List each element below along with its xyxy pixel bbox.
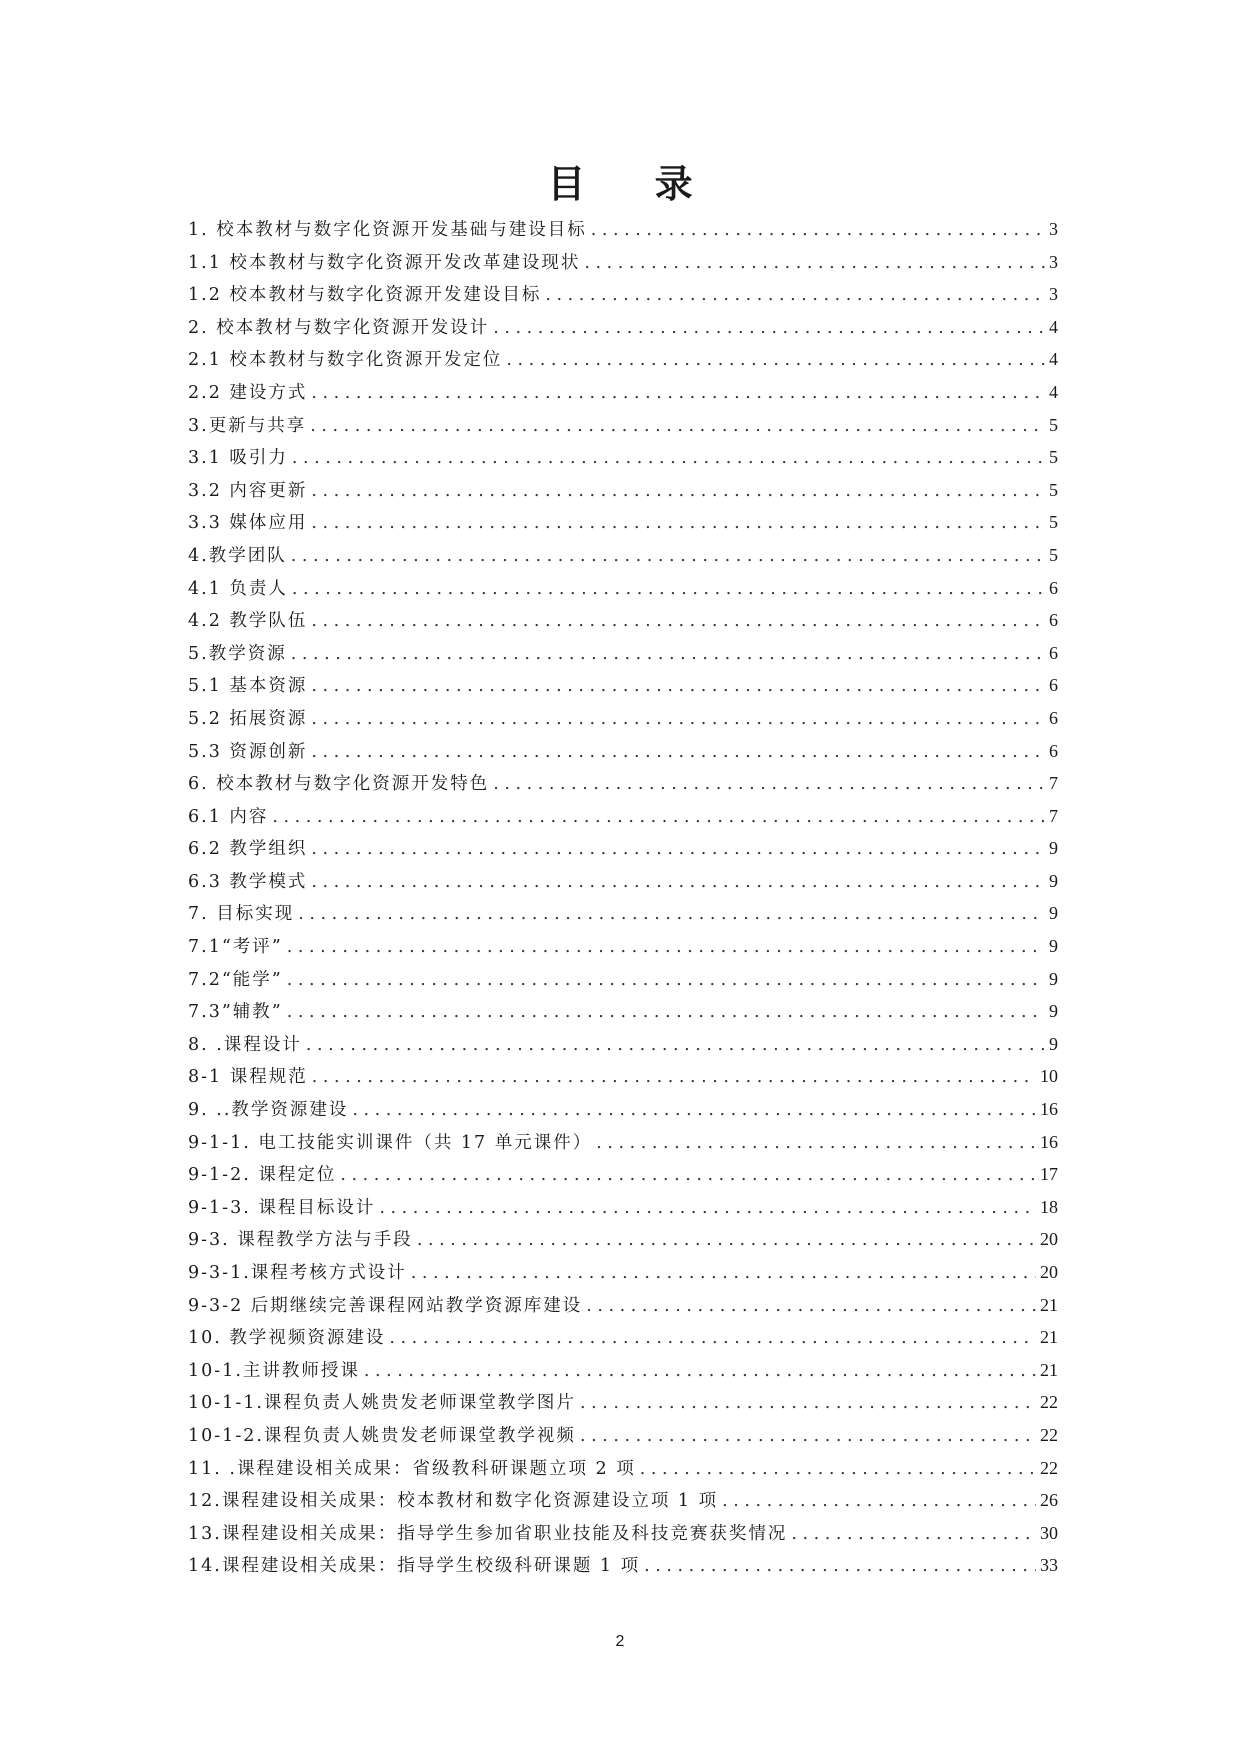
toc-dot-leader: [352, 1100, 1036, 1120]
toc-entry[interactable]: [188, 1129, 1058, 1162]
toc-entry-label: 9-3-2 后期继续完善课程网站教学资源库建设: [188, 1295, 583, 1316]
toc-entry-page-number: 9: [1049, 1001, 1058, 1022]
toc-dot-leader: [340, 1165, 1036, 1185]
toc-entry[interactable]: [188, 1063, 1058, 1096]
toc-dot-leader: [311, 481, 1045, 501]
toc-entry-label: 13.课程建设相关成果：指导学生参加省职业技能及科技竞赛获奖情况: [188, 1523, 788, 1544]
toc-entry-label: 11. .课程建设相关成果：省级教科研课题立项 2 项: [188, 1458, 636, 1479]
toc-entry[interactable]: [188, 346, 1058, 379]
toc-entry-page-number: 7: [1049, 773, 1058, 794]
toc-dot-leader: [292, 448, 1045, 468]
toc-entry-label: 3.更新与共享: [188, 415, 307, 436]
toc-entry[interactable]: [188, 1259, 1058, 1292]
toc-dot-leader: [291, 644, 1045, 664]
toc-entry-label: 10-1-1.课程负责人姚贵发老师课堂教学图片: [188, 1393, 576, 1414]
toc-entry-label: 5.3 资源创新: [188, 741, 308, 762]
toc-dot-leader: [311, 742, 1045, 762]
toc-entry-label: 1.2 校本教材与数字化资源开发建设目标: [188, 285, 542, 306]
toc-entry-label: 5.1 基本资源: [188, 676, 308, 697]
toc-entry-page-number: 21: [1040, 1294, 1058, 1315]
toc-entry-page-number: 18: [1040, 1196, 1058, 1217]
toc-entry-page-number: 5: [1049, 512, 1058, 533]
toc-dot-leader: [311, 676, 1045, 696]
toc-entry[interactable]: [188, 1552, 1058, 1585]
toc-dot-leader: [287, 970, 1045, 990]
toc-entry-label: 2. 校本教材与数字化资源开发设计: [188, 317, 490, 338]
toc-entry-label: 7.3”辅教”: [188, 1002, 283, 1023]
toc-entry-page-number: 9: [1049, 870, 1058, 891]
toc-entry-label: 6.2 教学组织: [188, 839, 308, 860]
toc-entry[interactable]: [188, 216, 1058, 249]
toc-entry[interactable]: [188, 1357, 1058, 1390]
toc-entry-page-number: 22: [1040, 1392, 1058, 1413]
toc-entry-page-number: 6: [1049, 610, 1058, 631]
toc-entry[interactable]: [188, 314, 1058, 347]
toc-entry-label: 3.3 媒体应用: [188, 513, 308, 534]
page-number: 2: [615, 1633, 625, 1650]
toc-entry-label: 1.1 校本教材与数字化资源开发改革建设现状: [188, 252, 581, 273]
toc-entry[interactable]: [188, 868, 1058, 901]
toc-dot-leader: [545, 285, 1045, 305]
toc-dot-leader: [311, 709, 1045, 729]
toc-entry-page-number: 7: [1049, 805, 1058, 826]
toc-dot-leader: [596, 1133, 1036, 1153]
toc-entry-label: 6.1 内容: [188, 806, 269, 827]
toc-dot-leader: [644, 1556, 1036, 1576]
toc-dot-leader: [640, 1459, 1036, 1479]
toc-dot-leader: [411, 1263, 1036, 1283]
toc-entry-label: 2.2 建设方式: [188, 382, 308, 403]
toc-entry[interactable]: [188, 835, 1058, 868]
toc-entry-page-number: 4: [1049, 381, 1058, 402]
toc-entry[interactable]: [188, 1031, 1058, 1064]
toc-entry-page-number: 6: [1049, 740, 1058, 761]
toc-entry-page-number: 4: [1049, 316, 1058, 337]
toc-entry-label: 3.2 内容更新: [188, 480, 308, 501]
toc-entry[interactable]: [188, 477, 1058, 510]
toc-entry[interactable]: [188, 542, 1058, 575]
toc-entry-label: 10. 教学视频资源建设: [188, 1328, 386, 1349]
toc-dot-leader: [291, 546, 1045, 566]
toc-dot-leader: [591, 220, 1045, 240]
toc-entry-page-number: 26: [1040, 1490, 1058, 1511]
toc-dot-leader: [506, 350, 1045, 370]
toc-entry[interactable]: [188, 1292, 1058, 1325]
toc-entry-page-number: 20: [1040, 1229, 1058, 1250]
toc-dot-leader: [584, 253, 1045, 273]
toc-dot-leader: [292, 579, 1045, 599]
toc-entry-label: 4.2 教学队伍: [188, 611, 308, 632]
toc-entry[interactable]: [188, 705, 1058, 738]
toc-dot-leader: [417, 1230, 1036, 1250]
toc-entry-page-number: 3: [1049, 284, 1058, 305]
toc-entry[interactable]: [188, 444, 1058, 477]
toc-entry-page-number: 6: [1049, 642, 1058, 663]
toc-entry[interactable]: [188, 1194, 1058, 1227]
toc-entry-page-number: 21: [1040, 1359, 1058, 1380]
toc-dot-leader: [312, 1067, 1036, 1087]
toc-entry-label: 9. ..教学资源建设: [188, 1100, 349, 1121]
toc-entry-label: 7. 目标实现: [188, 904, 295, 925]
toc-entry[interactable]: [188, 1096, 1058, 1129]
toc-entry-page-number: 21: [1040, 1327, 1058, 1348]
toc-entry-page-number: 6: [1049, 707, 1058, 728]
toc-entry[interactable]: [188, 672, 1058, 705]
toc-entry-label: 9-3-1.课程考核方式设计: [188, 1263, 407, 1283]
toc-entry-page-number: 3: [1049, 251, 1058, 272]
toc-entry-page-number: 6: [1049, 675, 1058, 696]
toc-entry-label: 6. 校本教材与数字化资源开发特色: [188, 774, 490, 795]
toc-entry-page-number: 20: [1040, 1262, 1058, 1282]
toc-entry-label: 3.1 吸引力: [188, 448, 288, 469]
toc-entry-label: 7.1“考评”: [188, 937, 283, 958]
toc-entry-label: 4.教学团队: [188, 545, 287, 566]
toc-entry[interactable]: [188, 1455, 1058, 1488]
toc-entry-page-number: 17: [1040, 1164, 1058, 1185]
toc-dot-leader: [311, 611, 1045, 631]
toc-entry-label: 8. .课程设计: [188, 1034, 302, 1055]
toc-dot-leader: [311, 839, 1045, 859]
toc-entry[interactable]: [188, 738, 1058, 771]
toc-entry-label: 10-1-2.课程负责人姚贵发老师课堂教学视频: [188, 1425, 576, 1446]
toc-dot-leader: [310, 416, 1045, 436]
toc-dot-leader: [722, 1491, 1036, 1511]
toc-entry-page-number: 5: [1049, 414, 1058, 435]
toc-entry[interactable]: [188, 770, 1058, 803]
toc-dot-leader: [580, 1393, 1036, 1413]
toc-dot-leader: [493, 774, 1045, 794]
toc-entry-page-number: 5: [1049, 479, 1058, 500]
toc-entry-page-number: 9: [1049, 936, 1058, 957]
toc-entry-page-number: 5: [1049, 544, 1058, 565]
toc-entry[interactable]: [188, 607, 1058, 640]
toc-entry[interactable]: [188, 575, 1058, 608]
toc-entry-page-number: 30: [1040, 1522, 1058, 1543]
toc-entry-page-number: 10: [1040, 1066, 1058, 1087]
toc-entry[interactable]: [188, 509, 1058, 542]
toc-entry-page-number: 22: [1040, 1424, 1058, 1445]
toc-entry-label: 6.3 教学模式: [188, 871, 308, 892]
toc-dot-leader: [272, 807, 1045, 827]
toc-entry-label: 9-1-3. 课程目标设计: [188, 1197, 376, 1218]
toc-entry-label: 1. 校本教材与数字化资源开发基础与建设目标: [188, 220, 587, 240]
toc-entry[interactable]: [188, 900, 1058, 933]
toc-entry-label: 9-3. 课程教学方法与手段: [188, 1230, 413, 1251]
toc-entry[interactable]: [188, 998, 1058, 1031]
toc-entry-label: 8-1 课程规范: [188, 1067, 308, 1088]
toc-entry-page-number: 16: [1040, 1099, 1058, 1120]
toc-dot-leader: [287, 937, 1045, 957]
toc-entry[interactable]: [188, 803, 1058, 836]
toc-entry[interactable]: [188, 966, 1058, 999]
toc-entry-label: 9-1-2. 课程定位: [188, 1165, 337, 1186]
toc-dot-leader: [379, 1198, 1036, 1218]
toc-dot-leader: [791, 1524, 1036, 1544]
toc-dot-leader: [298, 904, 1045, 924]
toc-dot-leader: [306, 1035, 1045, 1055]
toc-entry-label: 7.2“能学”: [188, 969, 283, 990]
toc-dot-leader: [580, 1426, 1036, 1446]
toc-entry-page-number: 3: [1049, 219, 1058, 239]
toc-entry-label: 14.课程建设相关成果：指导学生校级科研课题 1 项: [188, 1556, 641, 1577]
toc-entry-label: 2.1 校本教材与数字化资源开发定位: [188, 350, 503, 371]
toc-entry-page-number: 22: [1040, 1457, 1058, 1478]
toc-entry-page-number: 16: [1040, 1131, 1058, 1152]
toc-entry-page-number: 5: [1049, 447, 1058, 468]
toc-entry-label: 10-1.主讲教师授课: [188, 1360, 360, 1381]
toc-dot-leader: [493, 318, 1045, 338]
toc-dot-leader: [311, 383, 1045, 403]
toc-entry-page-number: 9: [1049, 838, 1058, 859]
toc-entry[interactable]: [188, 379, 1058, 412]
toc-entry-label: 5.2 拓展资源: [188, 708, 308, 729]
toc-entry-page-number: 9: [1049, 968, 1058, 989]
toc-entry-label: 9-1-1. 电工技能实训课件（共 17 单元课件）: [188, 1132, 593, 1153]
toc-entry[interactable]: [188, 1324, 1058, 1357]
toc-entry[interactable]: [188, 1520, 1058, 1553]
toc-dot-leader: [311, 872, 1045, 892]
table-of-contents: [188, 216, 1058, 1585]
toc-entry[interactable]: [188, 1389, 1058, 1422]
toc-entry-page-number: 9: [1049, 903, 1058, 924]
toc-entry-page-number: 4: [1049, 349, 1058, 370]
toc-entry[interactable]: [188, 1226, 1058, 1259]
toc-entry-label: 5.教学资源: [188, 643, 287, 664]
toc-dot-leader: [364, 1361, 1036, 1381]
toc-title: 目 录: [547, 162, 721, 206]
toc-entry[interactable]: [188, 933, 1058, 966]
toc-entry-page-number: 6: [1049, 577, 1058, 598]
toc-entry-page-number: 9: [1049, 1033, 1058, 1054]
toc-entry[interactable]: [188, 412, 1058, 445]
toc-entry[interactable]: [188, 1487, 1058, 1520]
toc-entry-label: 12.课程建设相关成果：校本教材和数字化资源建设立项 1 项: [188, 1491, 719, 1512]
toc-dot-leader: [586, 1296, 1036, 1316]
toc-dot-leader: [389, 1328, 1036, 1348]
toc-entry[interactable]: [188, 640, 1058, 673]
toc-entry-label: 4.1 负责人: [188, 578, 288, 599]
toc-entry-page-number: 33: [1040, 1555, 1058, 1576]
toc-entry[interactable]: [188, 249, 1058, 282]
toc-entry[interactable]: [188, 281, 1058, 314]
toc-dot-leader: [287, 1002, 1045, 1022]
toc-dot-leader: [311, 513, 1045, 533]
toc-entry[interactable]: [188, 1422, 1058, 1455]
toc-entry[interactable]: [188, 1161, 1058, 1194]
